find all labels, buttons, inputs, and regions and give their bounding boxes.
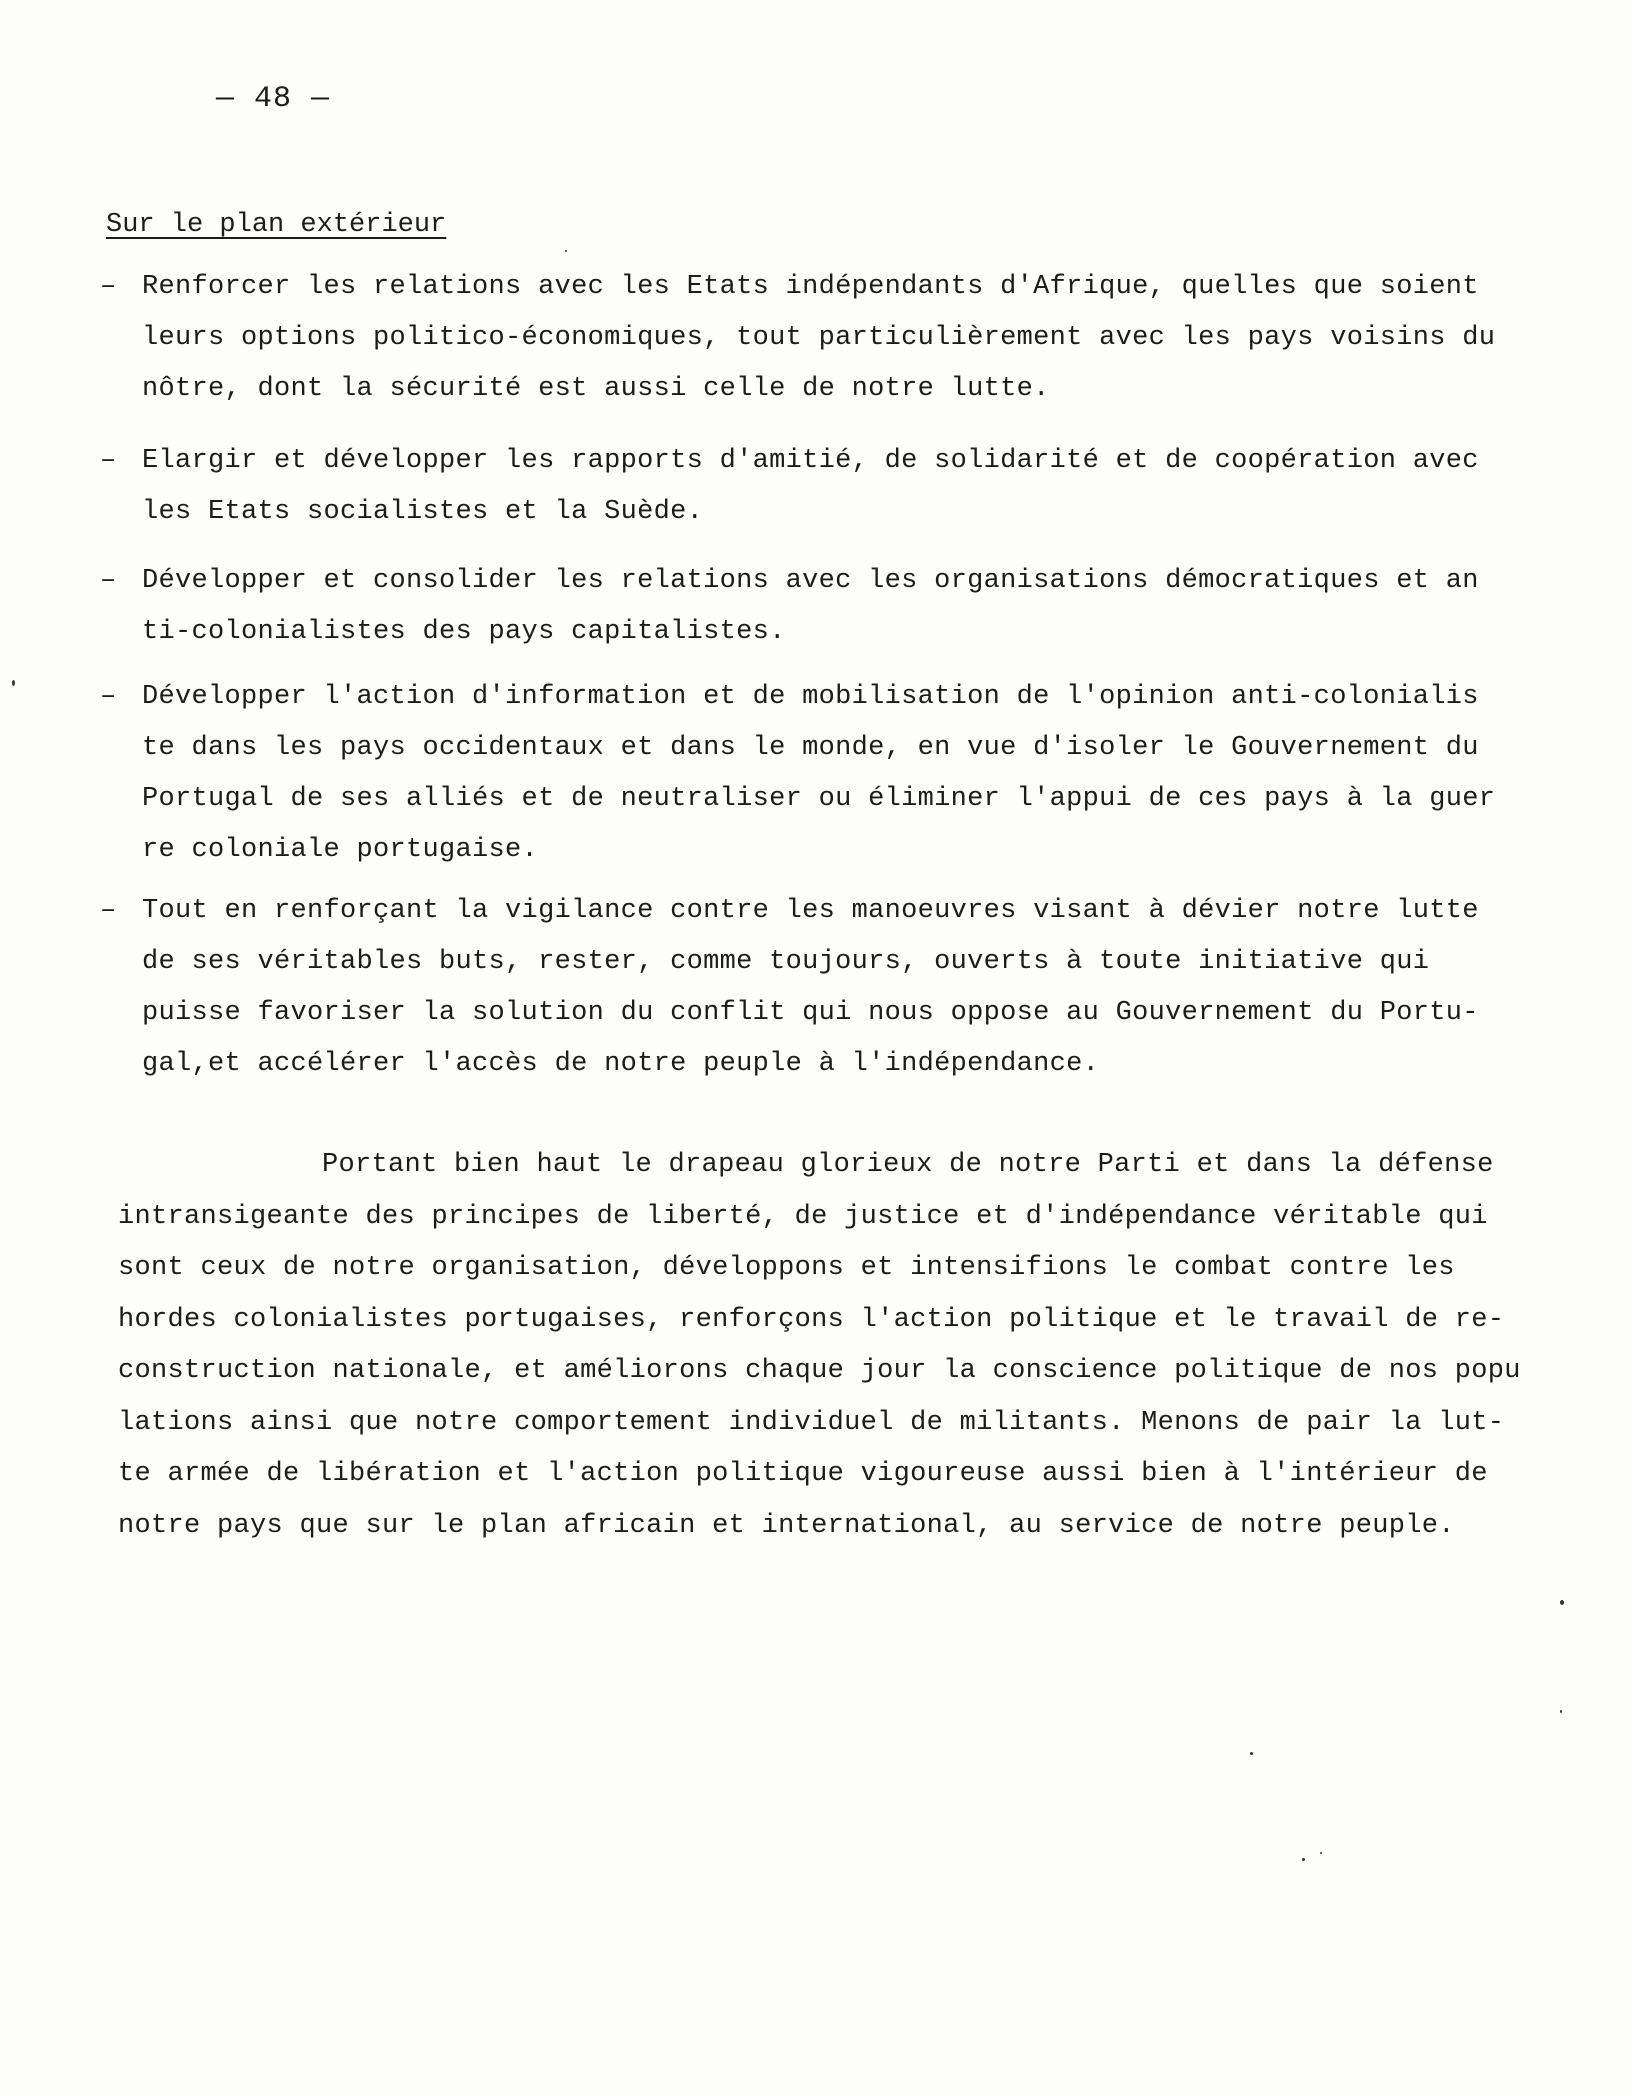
text-line: te dans les pays occidentaux et dans le monde, en vue d'isoler le Gouvernement du — [142, 733, 1479, 763]
text-line: re coloniale portugaise. — [142, 835, 539, 865]
text-line: hordes colonialistes portugaises, renforçons l'action politique et le travail de re- — [118, 1304, 1505, 1335]
text-line: intransigeante des principes de liberté, de justice et d'indépendance véritable qui — [118, 1201, 1488, 1232]
text-line: Développer l'action d'information et de mobilisation de l'opinion anti-colonialis — [142, 682, 1479, 712]
bullet-dash: – — [100, 682, 117, 712]
text-line: Elargir et développer les rapports d'amitié, de solidarité et de coopération avec — [142, 446, 1479, 476]
scan-speck — [565, 250, 567, 252]
text-line: construction nationale, et améliorons chaque jour la conscience politique de nos popu — [118, 1356, 1521, 1386]
scan-speck — [1302, 1858, 1305, 1861]
bullet-dash: – — [100, 896, 117, 926]
bullet-dash: – — [100, 566, 117, 596]
text-line: nôtre, dont la sécurité est aussi celle de notre lutte. — [142, 374, 1050, 404]
bullet-item — [100, 436, 1479, 538]
bullet-item — [100, 262, 1496, 415]
text-line: gal,et accélérer l'accès de notre peuple à l'indépendance. — [142, 1049, 1100, 1079]
text-line: Développer et consolider les relations avec les organisations démocratiques et an — [142, 566, 1479, 596]
scan-speck — [1560, 1710, 1562, 1713]
text-line: lations ainsi que notre comportement individuel de militants. Menons de pair la lut- — [118, 1407, 1505, 1438]
closing-paragraph — [118, 1140, 1521, 1552]
text-line: puisse favoriser la solution du conflit qui nous oppose au Gouvernement du Portu- — [142, 998, 1479, 1028]
bullet-item — [100, 886, 1479, 1090]
scan-speck — [1560, 1600, 1564, 1605]
text-line: sont ceux de notre organisation, développons et intensifions le combat contre les — [118, 1253, 1455, 1283]
text-line: leurs options politico-économiques, tout particulièrement avec les pays voisins du — [142, 323, 1496, 353]
text-line: Renforcer les relations avec les Etats indépendants d'Afrique, quelles que soient — [142, 272, 1479, 302]
scan-speck — [1250, 1752, 1253, 1755]
scan-speck — [1320, 1852, 1322, 1854]
text-line: notre pays que sur le plan africain et international, au service de notre peuple. — [118, 1510, 1455, 1541]
text-line: Tout en renforçant la vigilance contre les manoeuvres visant à dévier notre lutte — [142, 896, 1479, 926]
text-line: de ses véritables buts, rester, comme toujours, ouverts à toute initiative qui — [142, 947, 1430, 977]
text-line: te armée de libération et l'action politique vigoureuse aussi bien à l'intérieur de — [118, 1459, 1488, 1489]
page-number: — 48 — — [216, 82, 331, 116]
scan-speck — [12, 680, 15, 686]
text-line: ti-colonialistes des pays capitalistes. — [142, 617, 786, 647]
bullet-item — [100, 556, 1479, 658]
text-line: Portugal de ses alliés et de neutraliser ou éliminer l'appui de ces pays à la guer — [142, 784, 1496, 814]
bullet-dash: – — [100, 446, 117, 476]
text-line: Portant bien haut le drapeau glorieux de notre Parti et dans la défense — [322, 1150, 1494, 1180]
text-line: les Etats socialistes et la Suède. — [142, 497, 704, 527]
section-heading: Sur le plan extérieur — [106, 210, 447, 240]
bullet-item — [100, 672, 1496, 876]
bullet-dash: – — [100, 272, 117, 302]
